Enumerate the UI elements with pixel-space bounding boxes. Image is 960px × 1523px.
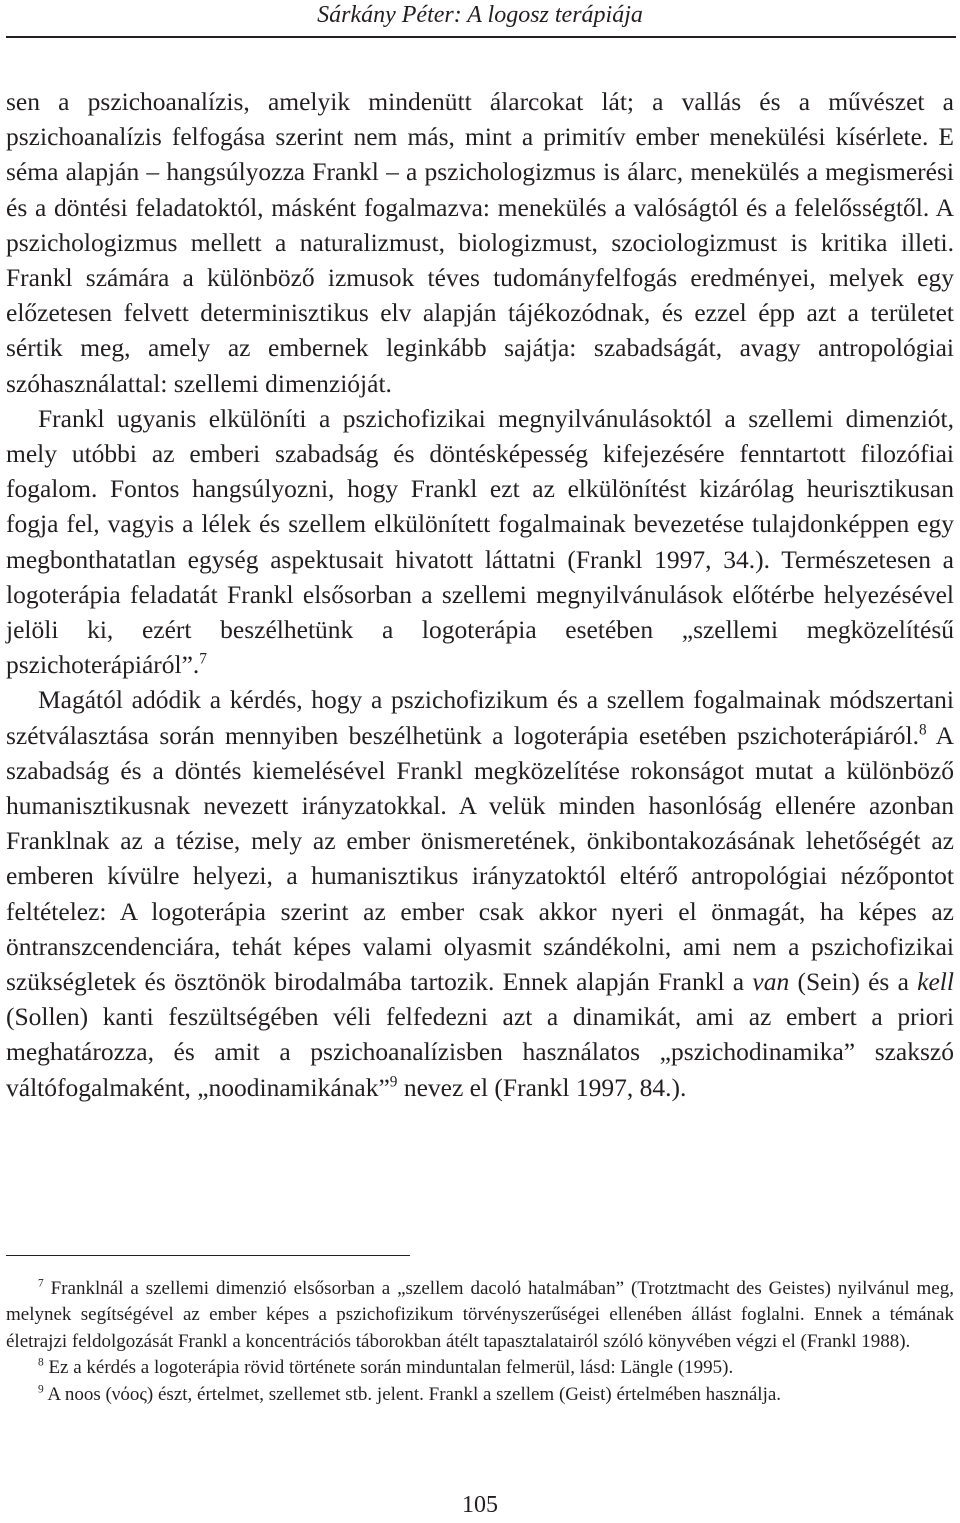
footnote-mark: 7 xyxy=(38,1277,44,1290)
paragraph-3-text-d: (Sollen) kanti feszültségében véli felfedezni azt a dinamikát, ami az embert a priori meghatározza, és amit a pszichoanalízisben használatos „pszichodinamika” szakszó váltófogalmaként, „noodinamikának” xyxy=(6,1002,954,1102)
footnote-mark: 9 xyxy=(38,1383,44,1396)
footnotes xyxy=(6,1276,954,1408)
paragraph-3-text-a: Magától adódik a kérdés, hogy a pszichofizikum és a szellem fogalmainak módszertani szétválasztása során mennyiben beszélhetünk a logoterápia esetében pszichoterápiáról. xyxy=(6,685,954,750)
term-van: van xyxy=(752,967,790,997)
paragraph-3-text-c: (Sein) és a xyxy=(789,967,918,997)
term-kell: kell xyxy=(917,967,954,997)
paragraph-2-text: Frankl ugyanis elkülöníti a pszichofizikai megnyilvánulásoktól a szellemi dimenziót, mely utóbbi az emberi szabadság és döntésképesség kifejezésére fenntartott filozófiai fogalom. Fontos hangsúlyozni, hogy Frankl ezt az elkülönítést kizárólag heurisztikusan fogja fel, vagyis a lélek és szellem elkülönített fogalmainak bevezetése tulajdonképpen egy megbonthatatlan egység aspektusait hivatott láttatni (Frankl 1997, 34.). Természetesen a logoterápia feladatát Frankl elsősorban a szellemi megnyilvánulások előtérbe helyezésével jelöli ki, ezért beszélhetünk a logoterápia esetében „szellemi megközelítésű pszichoterápiáról”. xyxy=(6,403,954,680)
header-rule xyxy=(6,36,956,38)
paragraph-1 xyxy=(6,84,954,401)
paragraph-1-text: sen a pszichoanalízis, amelyik mindenütt álarcokat lát; a vallás és a művészet a pszichoanalízis felfogása szerint nem más, mint a primitív ember menekülési kísérlete. E séma alapján – hangsúlyozza Frankl – a pszichologizmus is álarc, menekülés a megismerési és a döntési feladatoktól, másként fogalmazva: menekülés a valóságtól és a felelősségtől. A pszichologizmus mellett a naturalizmust, biologizmust, szociologizmust is kritika illeti. Frankl számára a különböző izmusok téves tudományfelfogás eredményei, melyek egy előzetesen felvett determinisztikus elv alapján tájékozódnak, és ezzel épp azt a területet sértik meg, amely az embernek leginkább sajátja: szabadságát, avagy antropológiai szóhasználattal: szellemi dimenzióját. xyxy=(6,87,954,398)
footnote-ref-8[interactable]: 8 xyxy=(918,721,927,739)
footnote-8 xyxy=(6,1355,954,1381)
footnote-text: A noos (νόος) észt, értelmet, szellemet stb. jelent. Frankl a szellem (Geist) értelmében használja. xyxy=(43,1383,782,1405)
footnote-text: Franklnál a szellemi dimenzió elsősorban a „szellem dacoló hatalmában” (Trotztmacht des Geistes) nyilvánul meg, melynek segítségével az ember képes a pszichofizikum törvényszerűségei ellenében állást foglalni. Ennek a témának életrajzi feldolgozását Frankl a koncentrációs táborokban átélt tapasztalatairól szóló könyvében végzi el (Frankl 1988). xyxy=(6,1278,954,1352)
running-header xyxy=(0,0,960,36)
paragraph-3-text-b: A szabadság és a döntés kiemelésével Frankl megközelítése rokonságot mutat a különböző humanisztikusnak nevezett irányzatokkal. A velük minden hasonlóság ellenére azonban Franklnak az a tézise, mely az ember önismeretének, önkibontakozásának lehetőségét az emberen kívülre helyezi, a humanisztikus irányzatoktól eltérő antropológiai nézőpontot feltételez: A logoterápia szerint az ember csak akkor nyeri el önmagát, ha képes az öntranszcendenciára, tehát képes valami olyasmit szándékolni, ami nem a pszichofizikai szükségletek és ösztönök birodalmába tartozik. Ennek alapján Frankl a xyxy=(6,720,954,997)
main-text xyxy=(6,84,954,1105)
running-title: Sárkány Péter: A logosz terápiája xyxy=(317,2,643,28)
footnote-ref-7[interactable]: 7 xyxy=(199,650,207,668)
footnote-7 xyxy=(6,1276,954,1355)
footnote-9 xyxy=(6,1382,954,1408)
footnote-ref-9[interactable]: 9 xyxy=(389,1073,398,1091)
paragraph-3 xyxy=(6,682,954,1104)
footnote-mark: 8 xyxy=(38,1356,44,1369)
paragraph-2 xyxy=(6,401,954,683)
page-number: 105 xyxy=(462,1492,498,1518)
footnote-text: Ez a kérdés a logoterápia rövid története során minduntalan felmerül, lásd: Längle (1995). xyxy=(43,1357,734,1379)
footnote-rule xyxy=(6,1255,410,1256)
paragraph-3-text-e: nevez el (Frankl 1997, 84.). xyxy=(397,1072,687,1102)
